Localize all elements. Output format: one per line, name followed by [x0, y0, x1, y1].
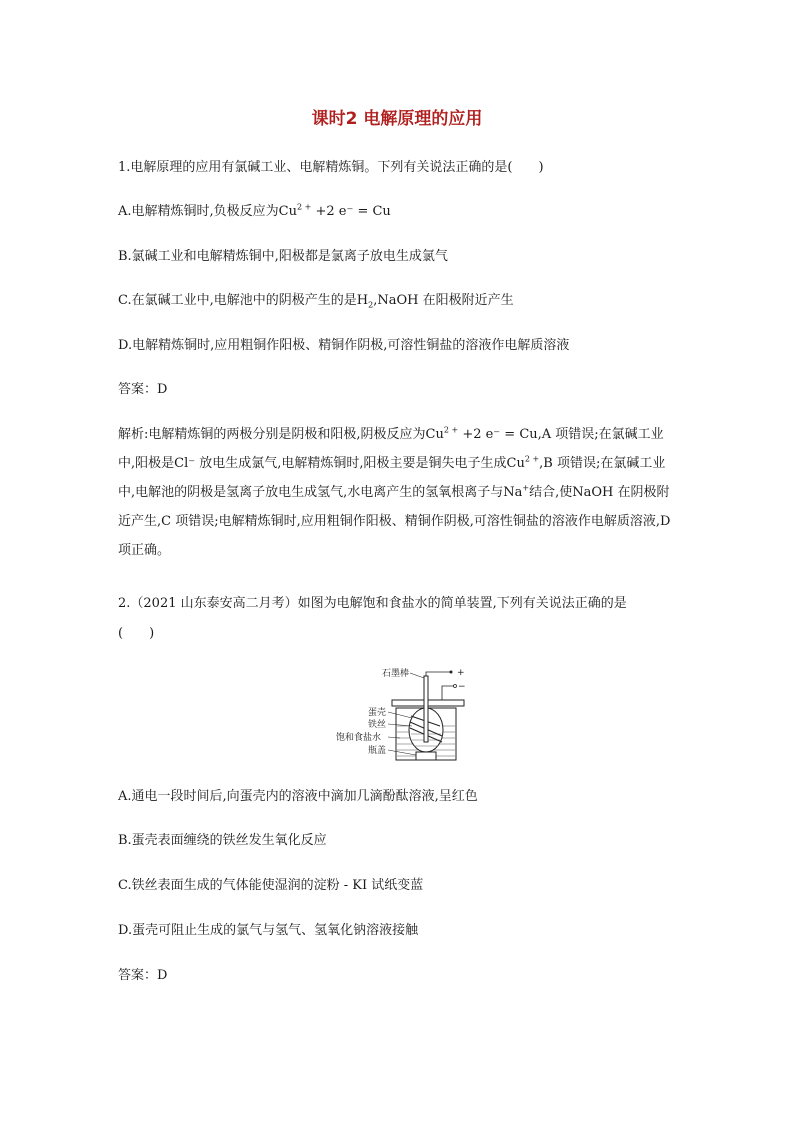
minus-terminal-label: − [458, 682, 466, 692]
q2-option-a: A.通电一段时间后,向蛋壳内的溶液中滴加几滴酚酞溶液,呈红色 [118, 789, 478, 804]
q1-analysis: 解析:电解精炼铜的两极分别是阴极和阳极,阴极反应为$Cu^{2 +} +2$ e⁻ = Cu,A 项错误;在氯碱工业中,阳极是Cl⁻ 放电生成氯气,电解精炼铜时,阳极主要是铜失电子生成$Cu^{2 +},B$ 项错误;在氯碱工业中,电解池的阴极是氢离子放电生成氢气,水电离产生的氢氧根离子与Na+结合,使NaOH 在阴极附近产生,C 项错误;电解精炼铜时,应用粗铜作阳极、精铜作阴极,可溶性铜盐的溶液作电解质溶液,D 项正确。 [118, 425, 671, 558]
plus-terminal-label: + [457, 668, 465, 678]
q1-answer: 答案：D [118, 382, 168, 397]
bottle-cap [416, 752, 436, 760]
q2-answer-paren: ( ) [118, 626, 155, 641]
q2-option-d: D.蛋壳可阻止生成的氯气与氢气、氢氧化钠溶液接触 [118, 923, 419, 938]
label-brine: 饱和食盐水 [336, 733, 382, 743]
electrolysis-apparatus-figure [330, 664, 480, 764]
label-graphite: 石墨棒 [382, 669, 410, 679]
label-eggshell: 蛋壳 [368, 708, 387, 718]
q1-option-b: B.氯碱工业和电解精炼铜中,阳极都是氯离子放电生成氯气 [118, 249, 448, 264]
page-title: 课时2 电解原理的应用 [311, 109, 483, 129]
q1-stem: 1.电解原理的应用有氯碱工业、电解精炼铜。下列有关说法正确的是( ) [118, 160, 544, 175]
q2-option-c: C.铁丝表面生成的气体能使湿润的淀粉 - KI 试纸变蓝 [118, 878, 424, 893]
q2-answer: 答案：D [118, 968, 168, 983]
q2-stem: 2.（2021 山东泰安高二月考）如图为电解饱和食盐水的简单装置,下列有关说法正确的是 [118, 596, 627, 611]
graphite-rod [424, 676, 428, 742]
label-iron-wire: 铁丝 [368, 720, 387, 730]
label-cap: 瓶盖 [368, 746, 387, 756]
q1-option-d: D.电解精炼铜时,应用粗铜作阳极、精铜作阴极,可溶性铜盐的溶液作电解质溶液 [118, 338, 570, 353]
q1-option-c: C.在氯碱工业中,电解池中的阴极产生的是$H_2,NaOH$ 在阳极附近产生 [118, 293, 514, 310]
q1-option-a: A.电解精炼铜时,负极反应为$Cu^{2 +} +2$ e⁻ = Cu [118, 202, 391, 219]
q2-option-b: B.蛋壳表面缠绕的铁丝发生氧化反应 [118, 833, 327, 848]
